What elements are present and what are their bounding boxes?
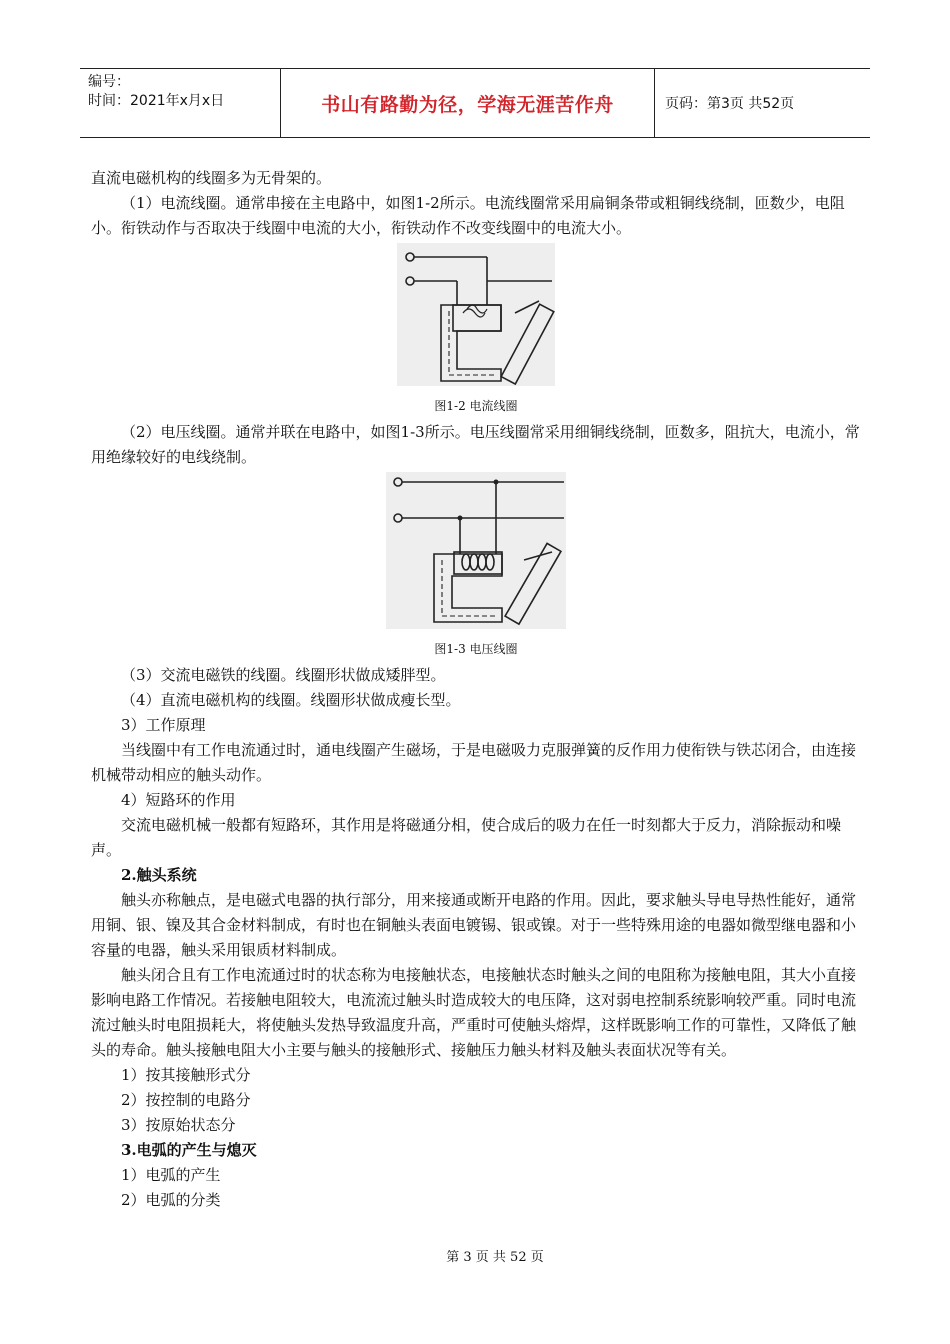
list-item: 2）按控制的电路分 <box>121 1091 251 1109</box>
header-page-info: 页码：第3页 共52页 <box>665 96 795 112</box>
paragraph: 当线圈中有工作电流通过时，通电线圈产生磁场，于是电磁吸力克服弹簧的反作用力使衔铁与铁芯闭合，由连接机械带动相应的触头动作。 <box>91 741 857 784</box>
paragraph: 交流电磁机械一般都有短路环，其作用是将磁通分相，使合成后的吸力在任一时刻都大于反力，消除振动和噪声。 <box>91 816 842 859</box>
junction-dot <box>494 480 499 485</box>
current-coil-diagram <box>397 243 555 386</box>
date-line: 时间：2021年x月x日 <box>88 93 225 109</box>
section-heading: 2.触头系统 <box>121 866 197 884</box>
list-item: 3）按原始状态分 <box>121 1116 236 1134</box>
page-header <box>80 68 870 138</box>
paragraph: 触头闭合且有工作电流通过时的状态称为电接触状态，电接触状态时触头之间的电阻称为接触电阻，其大小直接影响电路工作情况。若接触电阻较大，电流流过触头时造成较大的电压降，这对弱电控制系统影响较严重。同时电流流过触头时电阻损耗大，将使触头发热导致温度升高，严重时可使触头熔焊，这样既影响工作的可靠性，又降低了触头的寿命。触头接触电阻大小主要与触头的接触形式、接触压力触头材料及触头表面状况等有关。 <box>91 966 857 1059</box>
header-page-info-cell <box>655 69 870 137</box>
paragraph: （3）交流电磁铁的线圈。线圈形状做成矮胖型。 <box>121 666 446 684</box>
paragraph: （1）电流线圈。通常串接在主电路中，如图1-2所示。电流线圈常采用扁铜条带或粗铜线绕制，匝数少，电阻小。衔铁动作与否取决于线圈中电流的大小，衔铁动作不改变线圈中的电流大小。 <box>91 194 845 237</box>
section-heading: 3.电弧的产生与熄灭 <box>121 1141 257 1159</box>
document-body <box>91 166 861 1213</box>
paragraph: 直流电磁机构的线圈多为无骨架的。 <box>91 169 332 187</box>
paragraph: （4）直流电磁机构的线圈。线圈形状做成瘦长型。 <box>121 691 461 709</box>
figure-voltage-coil <box>91 472 861 629</box>
paragraph: 4）短路环的作用 <box>121 791 236 809</box>
header-motto-cell <box>281 69 655 137</box>
list-item: 2）电弧的分类 <box>121 1191 221 1209</box>
figure-caption: 图1-3 电压线圈 <box>434 642 518 656</box>
paragraph: 触头亦称触点，是电磁式电器的执行部分，用来接通或断开电路的作用。因此，要求触头导电导热性能好，通常用铜、银、镍及其合金材料制成，有时也在铜触头表面电镀锡、银或镍。对于一些特殊用途的电器如微型继电器和小容量的电器，触头采用银质材料制成。 <box>91 891 857 959</box>
list-item: 1）按其接触形式分 <box>121 1066 251 1084</box>
serial-label: 编号： <box>88 74 130 90</box>
voltage-coil-diagram <box>386 472 566 629</box>
junction-dot <box>458 516 463 521</box>
list-item: 1）电弧的产生 <box>121 1166 221 1184</box>
footer-page-number: 第 3 页 共 52 页 <box>446 1250 544 1265</box>
header-motto: 书山有路勤为径，学海无涯苦作舟 <box>321 93 614 116</box>
header-left-cell <box>80 69 281 137</box>
paragraph: 3）工作原理 <box>121 716 206 734</box>
figure-caption: 图1-2 电流线圈 <box>434 399 518 413</box>
paragraph: （2）电压线圈。通常并联在电路中，如图1-3所示。电压线圈常采用细铜线绕制，匝数多，阻抗大，电流小，常用绝缘较好的电线绕制。 <box>91 423 860 466</box>
page-footer <box>0 1246 950 1265</box>
figure-current-coil <box>91 243 861 386</box>
